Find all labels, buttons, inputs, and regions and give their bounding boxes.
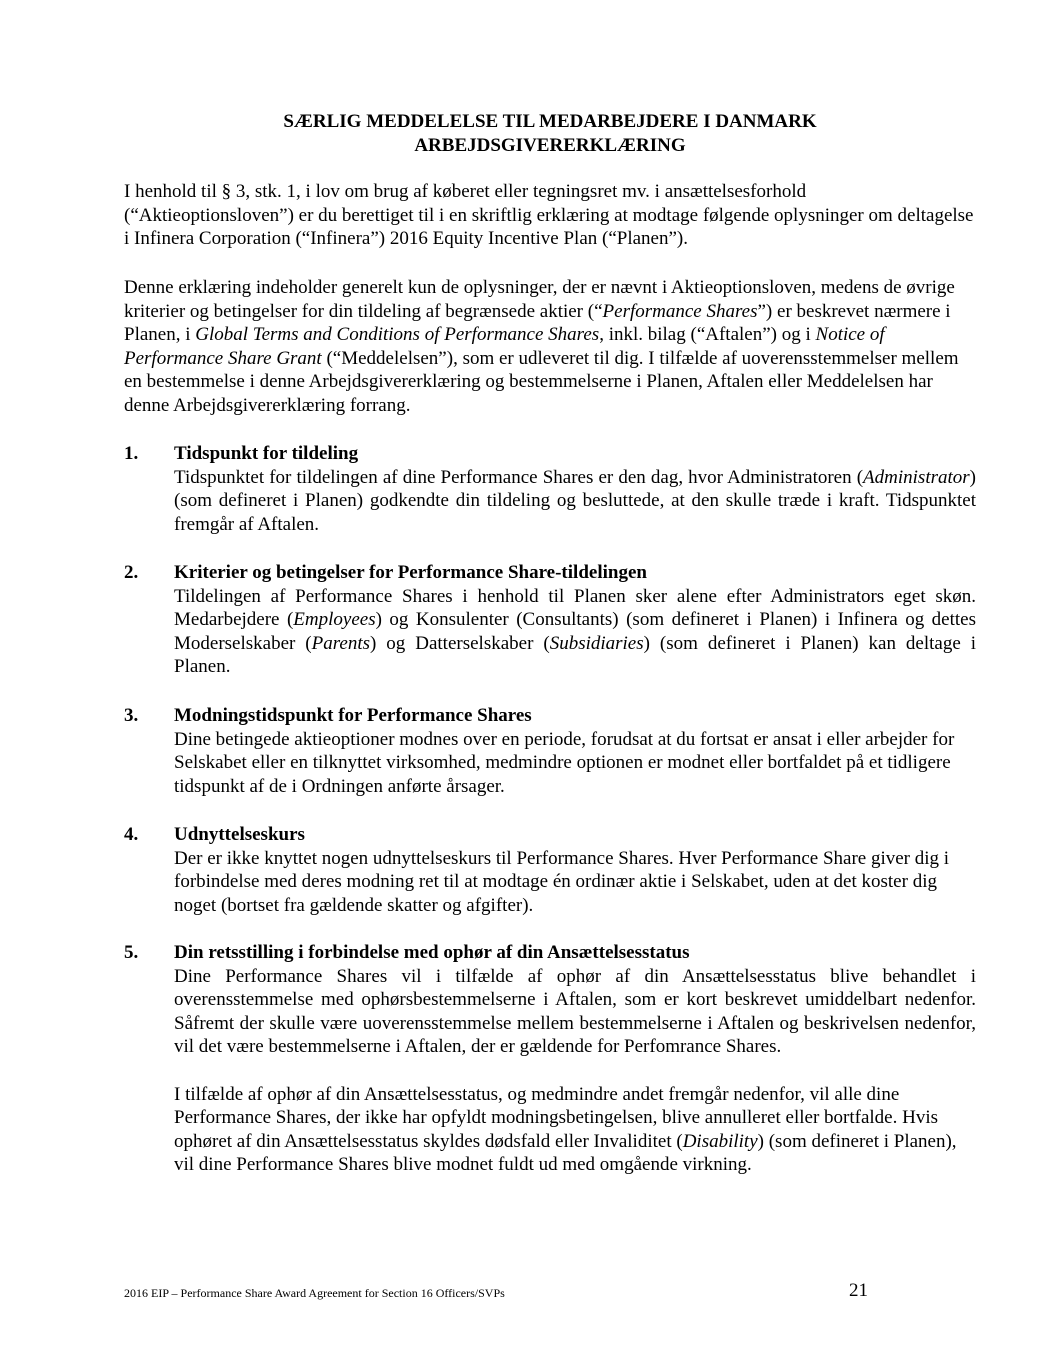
- s1-text-c: ) (som defineret i Planen) godkendte din tildeling og besluttede, at den skulle træde i kraft. Tidspunktet fremgår af Aftalen.: [174, 466, 976, 535]
- footer-text: 2016 EIP – Performance Share Award Agreement for Section 16 Officers/SVPs: [124, 1286, 505, 1300]
- section-4: [124, 823, 976, 917]
- intro-p2-italic-b: Performance Shares: [602, 300, 758, 322]
- section-number: 1.: [124, 443, 139, 464]
- section-body: [174, 466, 976, 537]
- intro-p2-text-g: (“Meddelelsen”), som er udleveret til dig. I tilfælde af uoverensstemmelser mellem en bestemmelse i denne Arbejdsgivererklæring og bestemmelserne i Planen, Aftalen eller Meddelelsen har denne Arbejdsgivererklæring forrang.: [124, 347, 959, 416]
- s5-text-a: I tilfælde af ophør af din Ansættelsesstatus, og medmindre andet fremgår nedenfor, vil alle dine Performance Shares, der ikke har opfyldt modningsbetingelsen, blive annulleret eller bortfalde. Hvis ophøret af din Ansættelsesstatus skyldes dødsfald eller Invaliditet (: [174, 1083, 938, 1152]
- section-heading: [124, 823, 976, 847]
- section-number: 2.: [124, 562, 139, 583]
- title-line-1: SÆRLIG MEDDELELSE TIL MEDARBEJDERE I DANMARK: [283, 111, 817, 132]
- s2-italic-b: Employees: [293, 609, 376, 631]
- s2-text-e: ) og Datterselskaber (: [370, 632, 550, 654]
- section-paragraph: [174, 585, 976, 679]
- section-number: 3.: [124, 705, 139, 726]
- title-line-2: ARBEJDSGIVERERKLÆRING: [414, 135, 686, 156]
- section-paragraph: [174, 466, 976, 537]
- section-title: Din retsstilling i forbindelse med ophør af din Ansættelsesstatus: [174, 942, 690, 963]
- s2-text-a: Tildelingen af Performance Shares i henhold til Planen sker alene efter Administrators eget skøn. Medarbejdere (: [174, 585, 976, 631]
- section-number: 5.: [124, 942, 139, 963]
- section-title: Modningstidspunkt for Performance Shares: [174, 705, 532, 726]
- s5-italic-b: Disability: [682, 1130, 758, 1152]
- section-title: Kriterier og betingelser for Performance Share-tildelingen: [174, 562, 647, 583]
- section-body: [174, 585, 976, 679]
- intro-paragraph-1: I henhold til § 3, stk. 1, i lov om brug af køberet eller tegningsret mv. i ansættelsesforhold (“Aktieoptionsloven”) er du berettiget til i en skriftlig erklæring at modtage følgende oplysninger om deltagelse i Infinera Corporation (“Infinera”) 2016 Equity Incentive Plan (“Planen”).: [124, 181, 974, 250]
- section-paragraph: Dine betingede aktieoptioner modnes over en periode, forudsat at du fortsat er ansat i eller arbejder for Selskabet eller en tilknyttet virksomhed, medmindre optionen er modnet eller bortfaldet på et tidligere tidspunkt af de i Ordningen anførte årsager.: [174, 728, 955, 797]
- section-heading: [124, 561, 976, 585]
- section-heading: [124, 941, 976, 965]
- section-2: [124, 561, 976, 679]
- s1-italic-b: Administrator: [863, 466, 970, 488]
- section-paragraph: [174, 1083, 976, 1177]
- section-body: [174, 965, 976, 1177]
- section-body: [174, 728, 976, 799]
- s2-text-c: ) og Konsulenter (Consultants) (som defineret i Planen) i Infinera og dettes Moderselskaber (: [174, 609, 976, 654]
- intro-paragraph-2: [124, 276, 976, 418]
- s1-text-a: Tidspunktet for tildelingen af dine Performance Shares er den dag, hvor Administratoren (: [174, 466, 864, 488]
- section-heading: [124, 704, 976, 728]
- s2-text-g: ) (som defineret i Planen) kan deltage i Planen.: [174, 632, 976, 678]
- intro-p2-italic-d: Global Terms and Conditions of Performance Shares: [195, 324, 600, 346]
- section-1: [124, 442, 976, 536]
- s2-italic-d: Parents: [311, 632, 371, 654]
- section-5: [124, 941, 976, 1177]
- section-heading: [124, 442, 976, 466]
- section-paragraph: Der er ikke knyttet nogen udnyttelseskurs til Performance Shares. Hver Performance Share giver dig i forbindelse med deres modning ret til at modtage én ordinær aktie i Selskabet, uden at det koster dig noget (bortset fra gældende skatter og afgifter).: [174, 847, 950, 916]
- document-title: [124, 110, 976, 158]
- s2-italic-f: Subsidiaries: [549, 632, 644, 654]
- s5-text-c: ) (som defineret i Planen), vil dine Performance Shares blive modnet fuldt ud med omgående virkning.: [174, 1130, 957, 1176]
- intro-p2-text-c: ”) er beskrevet nærmere i Planen, i: [124, 300, 951, 346]
- intro-p2-text-a: Denne erklæring indeholder generelt kun de oplysninger, der er nævnt i Aktieoptionsloven, medens de øvrige kriterier og betingelser for din tildeling af begrænsede aktier (“: [124, 277, 955, 322]
- intro-p2-italic-f: Notice of Performance Share Grant: [124, 324, 885, 369]
- section-3: [124, 704, 976, 798]
- section-title: Tidspunkt for tildeling: [174, 443, 359, 464]
- section-title: Udnyttelseskurs: [174, 824, 305, 845]
- section-number: 4.: [124, 824, 139, 845]
- section-paragraph: Dine Performance Shares vil i tilfælde af ophør af din Ansættelsesstatus blive behandlet i overensstemmelse med ophørsbestemmelserne i Aftalen, som er kort beskrevet umiddelbart nedenfor. Såfremt der skulle være uoverensstemmelse mellem bestemmelserne i Aftalen og beskrivelsen nedenfor, vil det være bestemmelserne i Aftalen, der er gældende for Perfomrance Shares.: [174, 965, 976, 1058]
- page-number: 21: [849, 1280, 868, 1301]
- section-body: [174, 847, 976, 918]
- intro-p2-text-e: , inkl. bilag (“Aftalen”) og i: [599, 324, 816, 346]
